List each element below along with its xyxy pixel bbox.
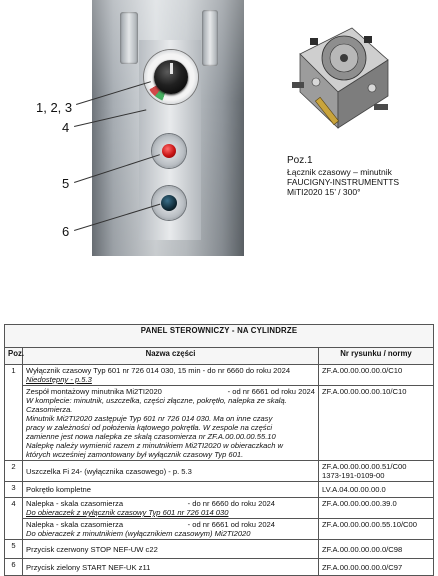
row5-poz: 5	[5, 540, 23, 559]
row1b-line8: których wcześniej zamontowany był wyłącznik czasowy Typ 601.	[26, 450, 244, 459]
row3-poz: 3	[5, 482, 23, 498]
switch-caption	[287, 154, 399, 197]
row1b-line4: Minutnik Mi2TI2020 zastępuje Typ 601 nr 726 014 030. Ma on inne czasy	[26, 414, 273, 423]
row4b-name	[23, 519, 319, 540]
switch-terminal-1	[310, 38, 318, 45]
table-title-row	[5, 325, 434, 348]
callout-label-4: 4	[62, 120, 70, 135]
table-header-row	[5, 348, 434, 365]
row1b-line1-right: - od nr 6661 od roku 2024	[227, 387, 315, 396]
callout-label-5: 5	[62, 176, 70, 191]
timer-switch-illustration	[290, 20, 394, 140]
switch-screw-2	[368, 84, 376, 92]
callout-label-1-2-3: 1, 2, 3	[36, 100, 73, 115]
row4a-line1: Nalepka - skala czasomierza	[26, 499, 124, 508]
row1a-ref: ZF.A.00.00.00.00.0/C10	[319, 365, 434, 386]
row5-ref: ZF.A.00.00.00.00.0/C98	[319, 540, 434, 559]
row4-poz: 4	[5, 498, 23, 540]
row3-ref: LV.A.04.00.00.00.0	[319, 482, 434, 498]
row1-poz: 1	[5, 365, 23, 461]
mounting-bracket-left	[120, 12, 138, 64]
row2-ref1: ZF.A.00.00.00.00.51/C00	[322, 462, 407, 471]
row1b-line5: pracy w zależności od położenia kątowego pokrętła. W zespole na części	[26, 423, 273, 432]
row6-ref: ZF.A.00.00.00.00.0/C97	[319, 559, 434, 576]
row4a-name	[23, 498, 319, 519]
row1b-line3: Czasomierza.	[26, 405, 73, 414]
table-row-6	[5, 559, 434, 576]
caption-line-2: FAUCIGNY-INSTRUMENTTS	[287, 177, 400, 187]
row1b-ref: ZF.A.00.00.00.00.10/C10	[319, 386, 434, 461]
table-row-1b	[5, 386, 434, 461]
row2-ref	[319, 461, 434, 482]
table-row-4a	[5, 498, 434, 519]
row1a-line1: Wyłącznik czasowy Typ 601 nr 726 014 030, 15 min - do nr 6660 do roku 2024	[26, 366, 291, 375]
row1a-line2: Niedostępny - p.5.3	[26, 375, 92, 384]
header-name: Nazwa części	[23, 348, 319, 365]
mounting-bracket-right	[202, 10, 218, 66]
table-title: PANEL STEROWNICZY - NA CYLINDRZE	[5, 325, 434, 348]
switch-center-hub	[340, 54, 348, 62]
row1b-line6: zamienne jest nowa nalepka ze skalą czasomierza nr ZF.A.00.00.00.55.10	[26, 432, 276, 441]
switch-left-bracket	[292, 82, 304, 88]
row4b-line2: Do obieraczek z minutnikiem (wyłącznikiem czasowym) Mi2TI2020	[26, 529, 251, 538]
row4b-ref: ZF.A.00.00.00.00.55.10/C00	[319, 519, 434, 540]
row1b-line1: Zespół montażowy minutnika Mi2TI2020	[26, 387, 162, 396]
row4a-ref: ZF.A.00.00.00.00.39.0	[319, 498, 434, 519]
row5-name: Przycisk czerwony STOP NEF-UW c22	[23, 540, 319, 559]
header-poz: Poz.	[5, 348, 23, 365]
switch-bottom-bracket	[374, 104, 388, 110]
row1a-name	[23, 365, 319, 386]
row4b-line1: Nalepka - skala czasomierza	[26, 520, 124, 529]
table-row-1a	[5, 365, 434, 386]
timer-knob-pointer	[170, 63, 173, 74]
header-ref: Nr rysunku / normy	[319, 348, 434, 365]
caption-line-3: MiTI2020 15’ / 300°	[287, 187, 361, 197]
row2-poz: 2	[5, 461, 23, 482]
row1b-line2: W komplecie: minutnik, uszczelka, części złączne, pokrętło, nalepka ze skalą.	[26, 396, 287, 405]
row1b-line7: Nalepkę należy wymienić razem z minutnikiem Mi2TI2020 w obieraczkach w	[26, 441, 284, 450]
table-row-5	[5, 540, 434, 559]
row2-name: Uszczelka Fi 24- (wyłącznika czasowego) - p. 5.3	[23, 461, 319, 482]
row3-name: Pokrętło kompletne	[23, 482, 319, 498]
row1b-heading	[26, 387, 315, 396]
caption-poz: Poz.1	[287, 155, 313, 166]
row4a-line2: Do obieraczek z wyłącznik czasowy Typ 601 nr 726 014 030	[26, 508, 229, 517]
red-stop-button	[162, 144, 176, 158]
green-start-button	[161, 195, 177, 211]
row6-name: Przycisk zielony START NEF-UK z11	[23, 559, 319, 576]
row1b-name	[23, 386, 319, 461]
row4b-line1-right: - od nr 6661 od roku 2024	[187, 520, 275, 529]
switch-terminal-2	[364, 36, 372, 43]
row4b-heading	[26, 520, 315, 529]
switch-screw-1	[312, 78, 320, 86]
callout-label-6: 6	[62, 224, 70, 239]
caption-line-1: Łącznik czasowy – minutnik	[287, 167, 392, 177]
row4a-heading	[26, 499, 315, 508]
parts-table	[4, 324, 434, 576]
table-row-2	[5, 461, 434, 482]
table-row-4b	[5, 519, 434, 540]
row4a-line1-right: - do nr 6660 do roku 2024	[187, 499, 275, 508]
table-row-3	[5, 482, 434, 498]
row6-poz: 6	[5, 559, 23, 576]
row2-ref2: 1373-191-0109-00	[322, 471, 385, 480]
